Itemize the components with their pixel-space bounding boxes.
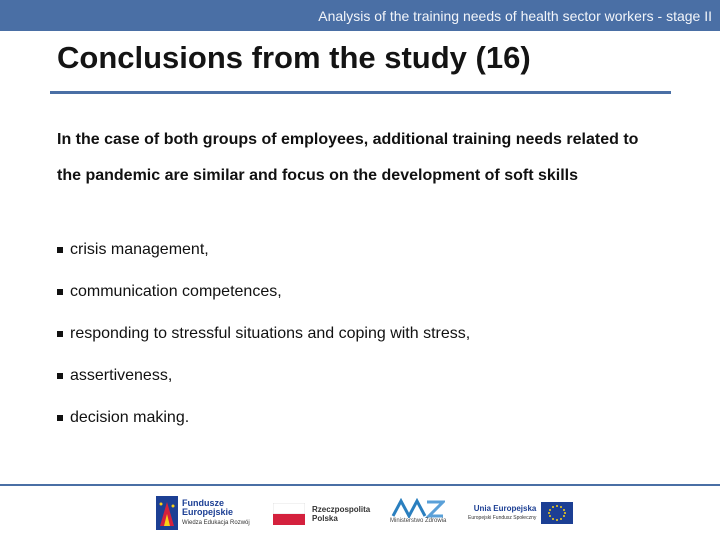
bullet-list — [57, 232, 470, 442]
fe-emblem-icon — [156, 496, 178, 530]
square-bullet-icon — [57, 247, 63, 253]
footer-divider — [0, 484, 720, 486]
ministerstwo-zdrowia-logo — [390, 498, 446, 524]
mz-emblem-icon — [391, 498, 445, 518]
bullet-text: communication competences, — [70, 283, 282, 300]
square-bullet-icon — [57, 331, 63, 337]
square-bullet-icon — [57, 289, 63, 295]
bullet-item — [57, 274, 470, 316]
slide-title: Conclusions from the study (16) — [57, 40, 531, 75]
header-bar — [0, 0, 720, 31]
bullet-item — [57, 232, 470, 274]
square-bullet-icon — [57, 373, 63, 379]
ue-line1: Unia Europejska — [473, 503, 537, 513]
rp-line2: Polska — [312, 514, 338, 523]
rzeczpospolita-polska-logo — [273, 503, 370, 525]
ue-logo-text — [468, 505, 536, 522]
rp-line1: Rzeczpospolita — [312, 505, 371, 514]
eu-flag-icon — [541, 502, 573, 524]
bullet-item — [57, 400, 470, 442]
unia-europejska-logo — [468, 502, 573, 524]
fundusze-europejskie-logo — [156, 496, 250, 530]
bullet-item — [57, 358, 470, 400]
fe-line2: Europejskie — [182, 506, 234, 517]
bullet-item — [57, 316, 470, 358]
title-divider — [50, 91, 671, 94]
ue-line2: Europejski Fundusz Społeczny — [468, 514, 537, 521]
intro-paragraph: In the case of both groups of employees, additional training needs related to the pandemic are similar and focus on the development of soft skills — [57, 131, 639, 184]
bullet-text: assertiveness, — [70, 367, 173, 384]
header-subtitle: Analysis of the training needs of health sector workers - stage II — [318, 7, 712, 24]
bullet-text: decision making. — [70, 409, 190, 426]
rp-logo-text — [312, 505, 370, 523]
square-bullet-icon — [57, 415, 63, 421]
fe-line1: Fundusze — [182, 497, 224, 508]
fe-line3: Wiedza Edukacja Rozwój — [182, 519, 250, 526]
fe-logo-text — [182, 499, 250, 528]
bullet-text: crisis management, — [70, 241, 209, 258]
bullet-text: responding to stressful situations and coping with stress, — [70, 325, 471, 342]
mz-caption: Ministerstwo Zdrowia — [390, 518, 447, 524]
polish-flag-icon — [273, 503, 305, 525]
